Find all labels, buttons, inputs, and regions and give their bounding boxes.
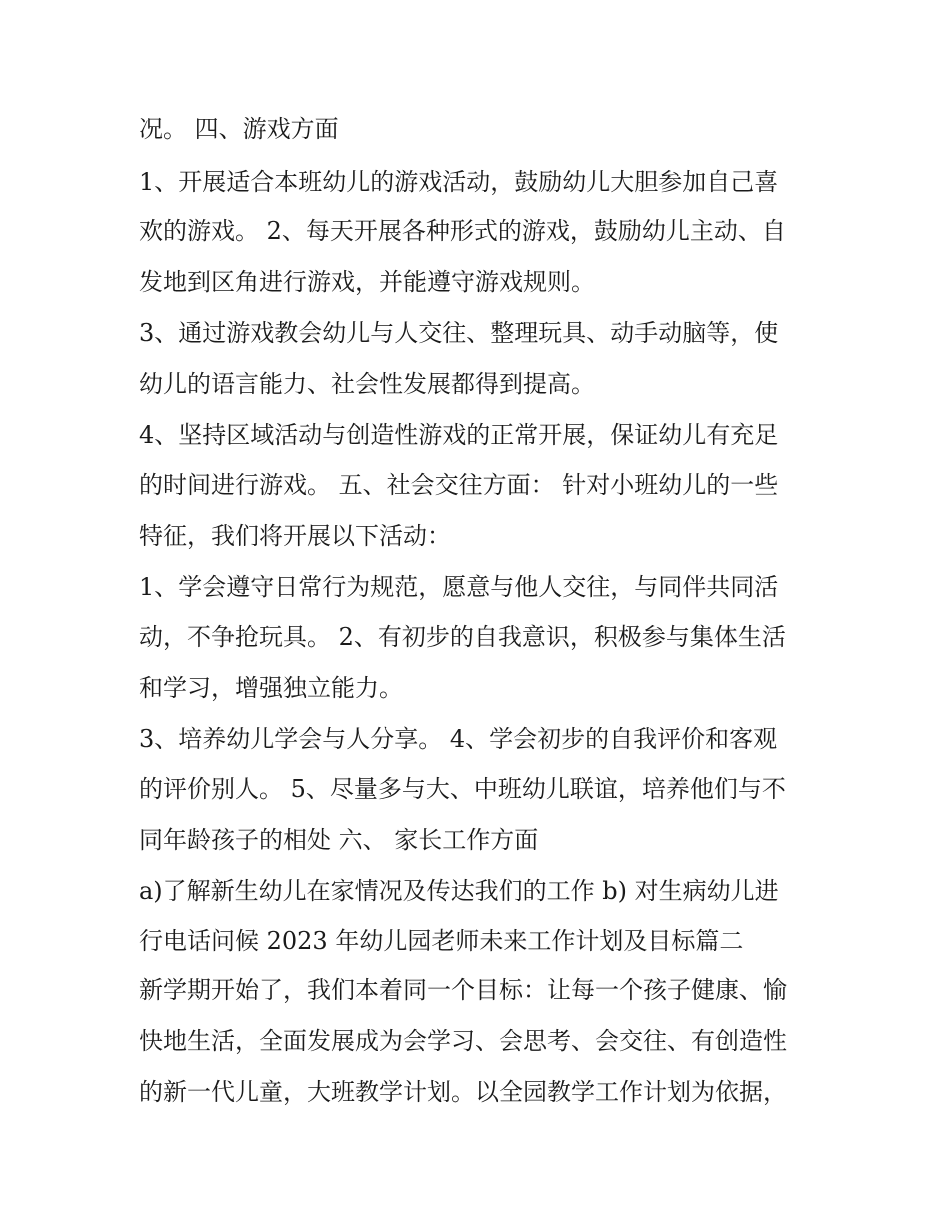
- text-line: a)了解新生幼儿在家情况及传达我们的工作 b) 对生病幼儿进: [139, 877, 779, 905]
- text-line: 动，不争抢玩具。 2、有初步的自我意识，积极参与集体生活: [139, 623, 786, 651]
- text-line: 3、培养幼儿学会与人分享。 4、学会初步的自我评价和客观: [139, 725, 778, 753]
- text-line: 和学习，增强独立能力。: [139, 674, 403, 702]
- text-line: 的时间进行游戏。 五、社会交往方面： 针对小班幼儿的一些: [139, 471, 779, 499]
- text-line: 特征，我们将开展以下活动：: [139, 522, 451, 550]
- text-line: 3、通过游戏教会幼儿与人交往、整理玩具、动手动脑等，使: [139, 319, 779, 347]
- text-line: 1、学会遵守日常行为规范，愿意与他人交往，与同伴共同活: [139, 573, 779, 601]
- text-line: 行电话问候 2023 年幼儿园老师未来工作计划及目标篇二: [139, 927, 744, 955]
- text-line: 快地生活，全面发展成为会学习、会思考、会交往、有创造性: [139, 1027, 787, 1055]
- text-line: 同年龄孩子的相处 六、 家长工作方面: [139, 826, 539, 854]
- text-line: 4、坚持区域活动与创造性游戏的正常开展，保证幼儿有充足: [139, 421, 779, 449]
- text-line: 的评价别人。 5、尽量多与大、中班幼儿联谊，培养他们与不: [139, 775, 786, 803]
- text-line: 的新一代儿童，大班教学计划。以全园教学工作计划为依据，: [139, 1078, 787, 1106]
- text-line: 发地到区角进行游戏，并能遵守游戏规则。: [139, 268, 595, 296]
- text-line: 新学期开始了，我们本着同一个目标：让每一个孩子健康、愉: [139, 976, 787, 1004]
- text-line: 况。 四、游戏方面: [139, 115, 339, 143]
- text-line: 幼儿的语言能力、社会性发展都得到提高。: [139, 370, 595, 398]
- text-line: 欢的游戏。 2、每天开展各种形式的游戏，鼓励幼儿主动、自: [139, 217, 786, 245]
- text-line: 1、开展适合本班幼儿的游戏活动，鼓励幼儿大胆参加自己喜: [139, 168, 779, 196]
